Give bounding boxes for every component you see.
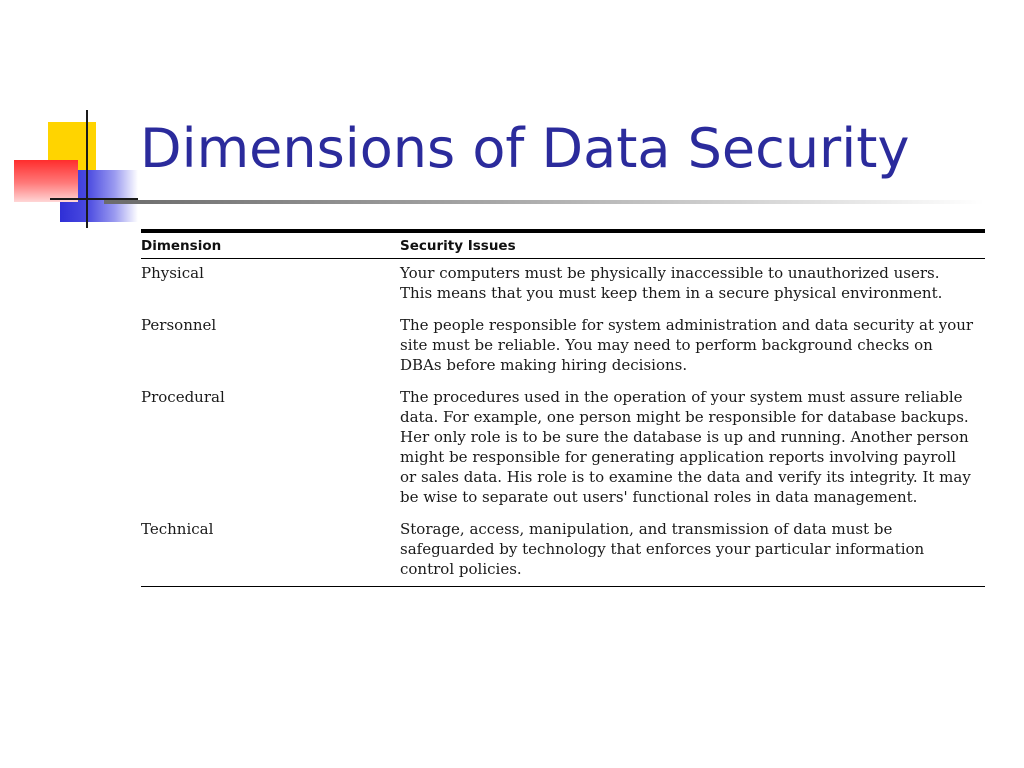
security-dimensions-table [141,229,985,587]
slide-title: Dimensions of Data Security [140,117,910,180]
issues-cell: The people responsible for system administration and data security at your site must be reliable. You may need to perform background checks on DBAs before making hiring decisions. [400,316,974,374]
table-row [141,259,985,313]
security-table-container [141,229,985,587]
header-dimension: Dimension [141,238,222,254]
dimension-cell: Physical [141,264,204,282]
dimension-cell: Procedural [141,388,225,406]
table-row [141,312,985,384]
dimension-cell: Technical [141,520,214,538]
issues-cell: Storage, access, manipulation, and transmission of data must be safeguarded by technology that enforces your particular information control policies. [400,520,925,578]
issues-cell: The procedures used in the operation of your system must assure reliable data. For example, one person might be responsible for database backups. Her only role is to be sure the database is up and running. Another person might be responsible for generating application reports involving payroll or sales data. His role is to examine the data and verify its integrity. It may be wise to separate out users' functional roles in data management. [400,388,971,506]
table-row [141,384,985,516]
header-security-issues: Security Issues [400,238,516,254]
vertical-line-decoration [86,110,88,228]
red-gradient-decoration [14,160,78,202]
issues-cell: Your computers must be physically inaccessible to unauthorized users. This means that you must keep them in a secure physical environment. [400,264,943,302]
title-underline [104,200,984,204]
table-header-row [141,231,985,259]
dimension-cell: Personnel [141,316,217,334]
table-row [141,516,985,587]
